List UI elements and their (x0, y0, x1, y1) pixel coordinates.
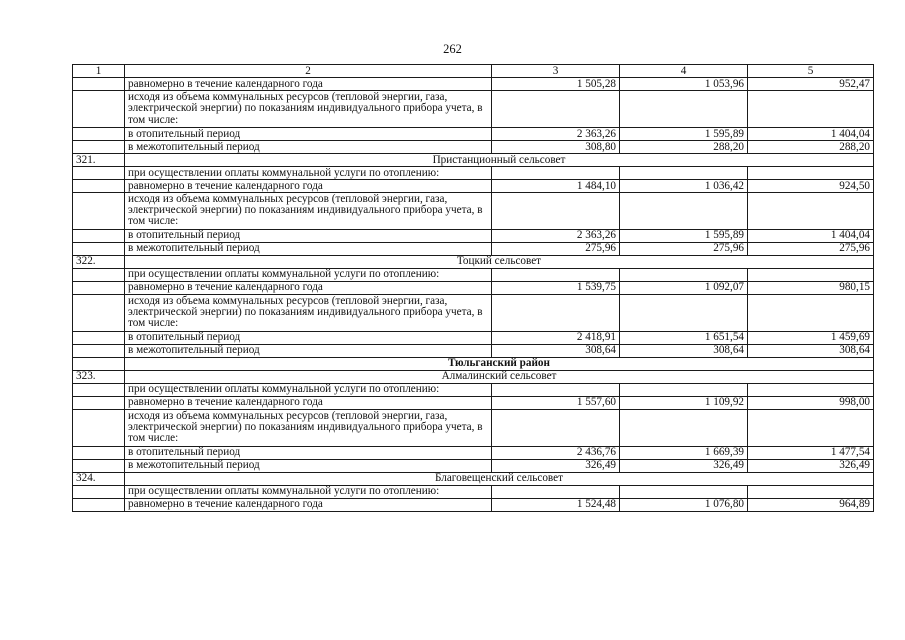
row-number (73, 192, 125, 229)
value-col-4 (620, 485, 748, 498)
value-col-4: 1 076,80 (620, 498, 748, 511)
row-number (73, 344, 125, 357)
table-row (73, 268, 874, 281)
value-col-4: 1 092,07 (620, 281, 748, 294)
district-row (73, 357, 874, 370)
value-col-3 (492, 91, 620, 128)
value-col-5: 288,20 (748, 140, 874, 153)
column-header-3: 3 (492, 65, 620, 78)
value-col-5: 1 459,69 (748, 331, 874, 344)
row-number (73, 166, 125, 179)
value-col-4: 1 053,96 (620, 78, 748, 91)
row-number: 324. (73, 472, 125, 485)
value-col-5: 326,49 (748, 459, 874, 472)
value-col-4 (620, 409, 748, 446)
value-col-4: 1 595,89 (620, 127, 748, 140)
value-col-5 (748, 294, 874, 331)
value-col-5: 964,89 (748, 498, 874, 511)
row-description: равномерно в течение календарного года (125, 78, 492, 91)
value-col-5: 1 477,54 (748, 446, 874, 459)
row-description: исходя из объема коммунальных ресурсов (тепловой энергии, газа, электрической энергии) по показаниям индивидуального прибора учета, в том числе: (125, 409, 492, 446)
row-number (73, 383, 125, 396)
value-col-4: 1 669,39 (620, 446, 748, 459)
row-description: исходя из объема коммунальных ресурсов (тепловой энергии, газа, электрической энергии) по показаниям индивидуального прибора учета, в том числе: (125, 294, 492, 331)
value-col-5 (748, 383, 874, 396)
value-col-5: 308,64 (748, 344, 874, 357)
value-col-5 (748, 409, 874, 446)
value-col-5: 952,47 (748, 78, 874, 91)
note-row (73, 91, 874, 128)
row-number (73, 179, 125, 192)
value-col-3: 1 484,10 (492, 179, 620, 192)
value-col-4 (620, 383, 748, 396)
table-row (73, 396, 874, 409)
row-description: в межотопительный период (125, 459, 492, 472)
settlement-title: Благовещенский сельсовет (125, 472, 874, 485)
row-number (73, 331, 125, 344)
row-description: равномерно в течение календарного года (125, 396, 492, 409)
row-number (73, 127, 125, 140)
tariff-table (72, 64, 874, 512)
value-col-3: 308,80 (492, 140, 620, 153)
value-col-4 (620, 166, 748, 179)
value-col-5: 980,15 (748, 281, 874, 294)
value-col-4: 1 595,89 (620, 229, 748, 242)
value-col-4: 288,20 (620, 140, 748, 153)
row-number (73, 409, 125, 446)
value-col-3 (492, 166, 620, 179)
value-col-3 (492, 192, 620, 229)
value-col-3: 275,96 (492, 242, 620, 255)
row-description: в отопительный период (125, 229, 492, 242)
settlement-row (73, 153, 874, 166)
value-col-4: 1 109,92 (620, 396, 748, 409)
note-row (73, 192, 874, 229)
row-description: исходя из объема коммунальных ресурсов (тепловой энергии, газа, электрической энергии) по показаниям индивидуального прибора учета, в том числе: (125, 192, 492, 229)
district-title: Тюльганский район (125, 357, 874, 370)
row-description: равномерно в течение календарного года (125, 281, 492, 294)
value-col-4 (620, 192, 748, 229)
row-description: равномерно в течение календарного года (125, 179, 492, 192)
row-number (73, 268, 125, 281)
value-col-3: 2 363,26 (492, 127, 620, 140)
table-row (73, 344, 874, 357)
value-col-5 (748, 268, 874, 281)
table-row (73, 383, 874, 396)
column-header-5: 5 (748, 65, 874, 78)
row-number: 322. (73, 255, 125, 268)
row-number (73, 78, 125, 91)
row-description: в отопительный период (125, 446, 492, 459)
value-col-5: 1 404,04 (748, 229, 874, 242)
row-description: исходя из объема коммунальных ресурсов (тепловой энергии, газа, электрической энергии) по показаниям индивидуального прибора учета, в том числе: (125, 91, 492, 128)
row-description: при осуществлении оплаты коммунальной услуги по отоплению: (125, 166, 492, 179)
row-description: при осуществлении оплаты коммунальной услуги по отоплению: (125, 485, 492, 498)
row-description: при осуществлении оплаты коммунальной услуги по отоплению: (125, 383, 492, 396)
row-number (73, 229, 125, 242)
value-col-5 (748, 485, 874, 498)
settlement-row (73, 370, 874, 383)
value-col-5: 998,00 (748, 396, 874, 409)
value-col-5: 275,96 (748, 242, 874, 255)
row-number (73, 357, 125, 370)
column-header-4: 4 (620, 65, 748, 78)
value-col-3 (492, 268, 620, 281)
value-col-4 (620, 91, 748, 128)
table-row (73, 281, 874, 294)
row-number (73, 446, 125, 459)
value-col-3: 1 524,48 (492, 498, 620, 511)
row-description: при осуществлении оплаты коммунальной услуги по отоплению: (125, 268, 492, 281)
row-number (73, 459, 125, 472)
value-col-4: 1 651,54 (620, 331, 748, 344)
note-row (73, 409, 874, 446)
row-number: 323. (73, 370, 125, 383)
value-col-5 (748, 91, 874, 128)
value-col-3 (492, 383, 620, 396)
value-col-5 (748, 166, 874, 179)
row-description: в межотопительный период (125, 344, 492, 357)
tariff-table-body (73, 65, 874, 512)
value-col-5: 1 404,04 (748, 127, 874, 140)
value-col-4: 1 036,42 (620, 179, 748, 192)
settlement-title: Тоцкий сельсовет (125, 255, 874, 268)
row-description: равномерно в течение календарного года (125, 498, 492, 511)
value-col-4 (620, 294, 748, 331)
row-description: в межотопительный период (125, 140, 492, 153)
value-col-3: 308,64 (492, 344, 620, 357)
value-col-4 (620, 268, 748, 281)
row-number (73, 396, 125, 409)
row-number (73, 294, 125, 331)
value-col-3: 326,49 (492, 459, 620, 472)
value-col-3: 1 505,28 (492, 78, 620, 91)
table-row (73, 242, 874, 255)
table-row (73, 179, 874, 192)
value-col-3: 2 363,26 (492, 229, 620, 242)
row-description: в межотопительный период (125, 242, 492, 255)
column-number-row (73, 65, 874, 78)
page-number: 262 (443, 42, 462, 56)
table-row (73, 331, 874, 344)
settlement-title: Пристанционный сельсовет (125, 153, 874, 166)
row-number (73, 140, 125, 153)
table-row (73, 446, 874, 459)
row-number (73, 91, 125, 128)
table-row (73, 78, 874, 91)
table-row (73, 140, 874, 153)
column-header-2: 2 (125, 65, 492, 78)
value-col-4: 275,96 (620, 242, 748, 255)
value-col-3 (492, 485, 620, 498)
value-col-4: 326,49 (620, 459, 748, 472)
value-col-5: 924,50 (748, 179, 874, 192)
value-col-4: 308,64 (620, 344, 748, 357)
settlement-title: Алмалинский сельсовет (125, 370, 874, 383)
row-number (73, 498, 125, 511)
settlement-row (73, 255, 874, 268)
row-number: 321. (73, 153, 125, 166)
row-number (73, 242, 125, 255)
table-row (73, 166, 874, 179)
row-number (73, 281, 125, 294)
table-row (73, 498, 874, 511)
row-number (73, 485, 125, 498)
value-col-3: 1 557,60 (492, 396, 620, 409)
row-description: в отопительный период (125, 127, 492, 140)
value-col-5 (748, 192, 874, 229)
table-row (73, 485, 874, 498)
value-col-3 (492, 294, 620, 331)
settlement-row (73, 472, 874, 485)
table-row (73, 127, 874, 140)
value-col-3: 2 436,76 (492, 446, 620, 459)
row-description: в отопительный период (125, 331, 492, 344)
table-row (73, 459, 874, 472)
value-col-3: 1 539,75 (492, 281, 620, 294)
value-col-3 (492, 409, 620, 446)
value-col-3: 2 418,91 (492, 331, 620, 344)
note-row (73, 294, 874, 331)
table-row (73, 229, 874, 242)
column-header-1: 1 (73, 65, 125, 78)
